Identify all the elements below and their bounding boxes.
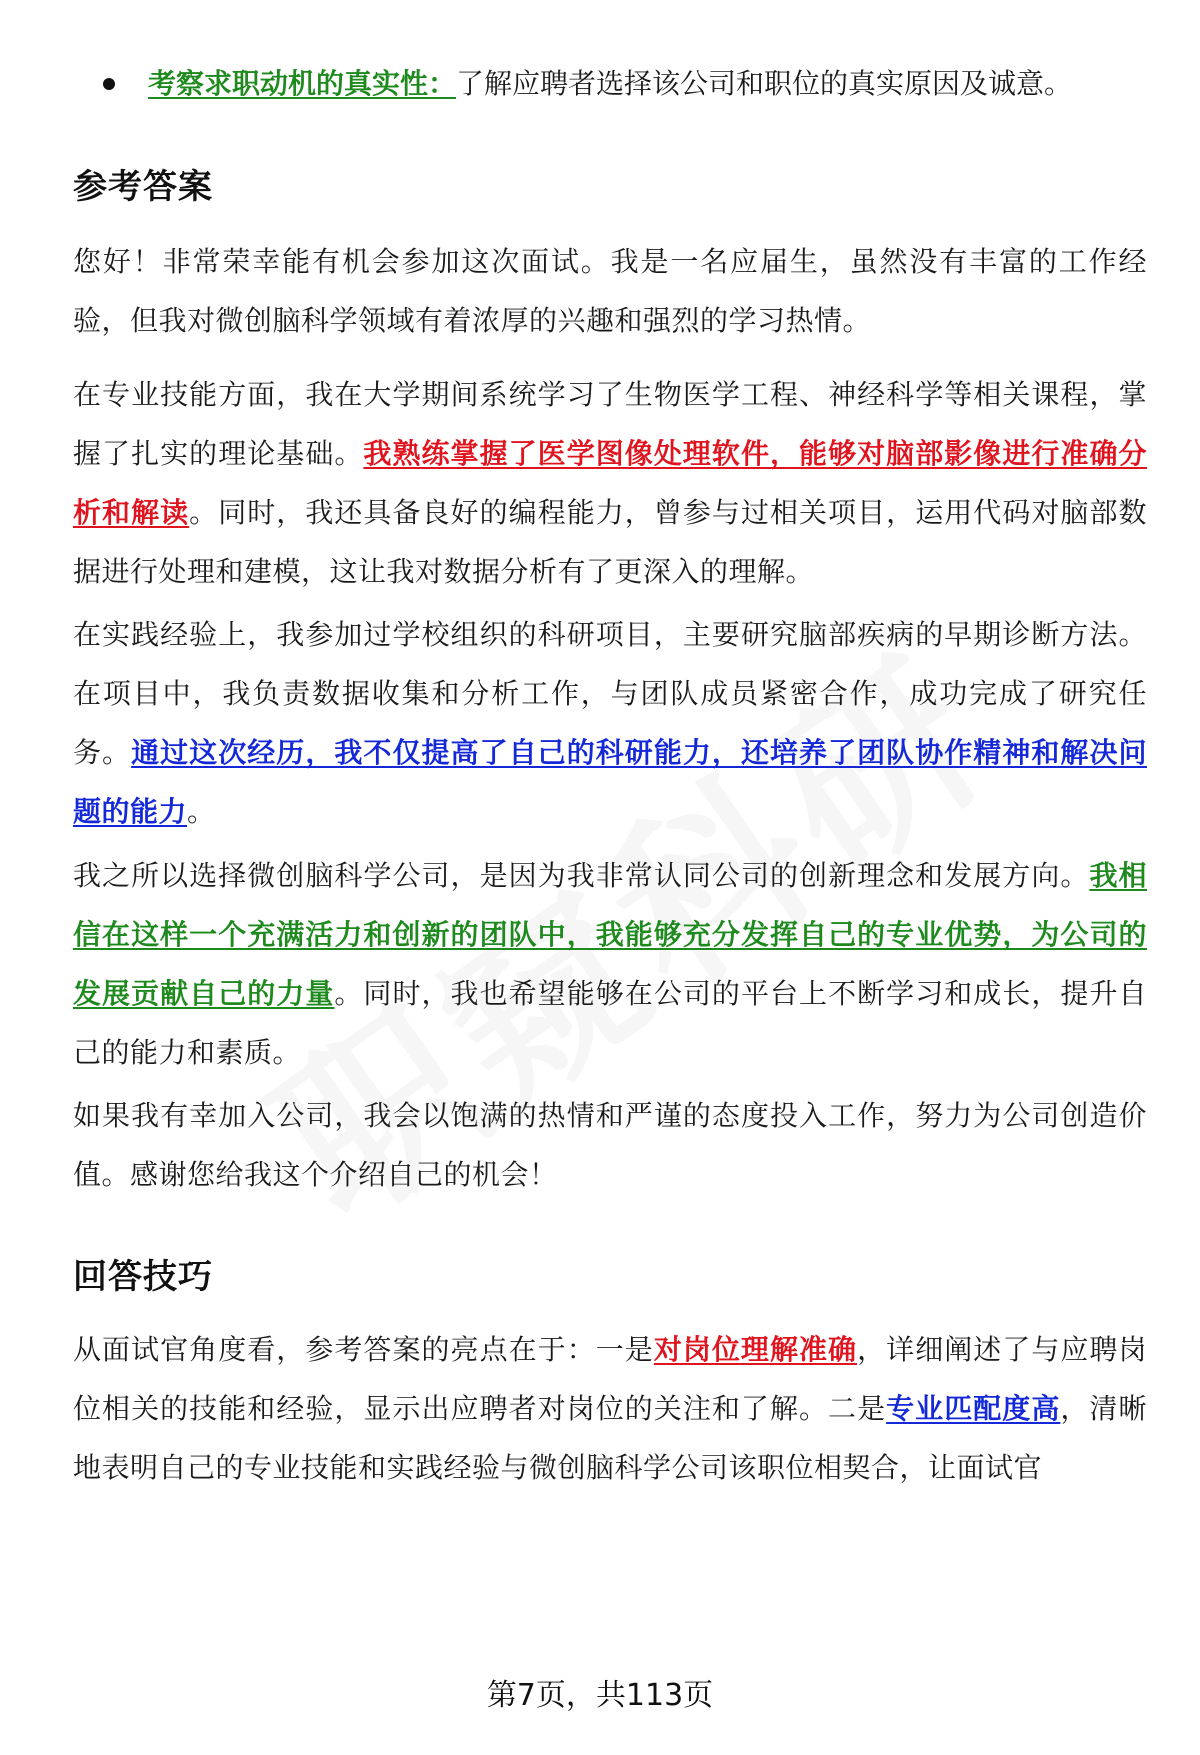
answer-paragraph-5: [73, 1086, 1147, 1204]
section-title-answer-tips: 回答技巧: [73, 1257, 213, 1297]
answer-paragraph-4: [73, 846, 1147, 1082]
highlight-blue: 专业匹配度高: [886, 1392, 1061, 1425]
answer-paragraph-3: [73, 605, 1147, 841]
paragraph-text: 。: [187, 795, 216, 828]
highlight-blue: 通过这次经历，我不仅提高了自己的科研能力，还培养了团队协作精神和解决问题的能力: [73, 736, 1147, 828]
paragraph-text: 在实践经验上，我参加过学校组织的科研项目，主要研究脑部疾病的早期诊断方法。在项目中，我负责数据收集和分析工作，与团队成员紧密合作，成功完成了研究任务。: [73, 618, 1147, 769]
paragraph-text: 。同时，我还具备良好的编程能力，曾参与过相关项目，运用代码对脑部数据进行处理和建模，这让我对数据分析有了更深入的理解。: [73, 496, 1147, 588]
paragraph-text: 从面试官角度看，参考答案的亮点在于：一是: [73, 1333, 654, 1366]
tips-paragraph-1: [73, 1320, 1147, 1497]
paragraph-text: 我之所以选择微创脑科学公司，是因为我非常认同公司的创新理念和发展方向。: [73, 859, 1090, 892]
answer-paragraph-2: [73, 365, 1147, 601]
answer-paragraph-1: [73, 232, 1147, 350]
bullet-dot-icon: [103, 78, 115, 90]
bullet-highlight: 考察求职动机的真实性：: [148, 67, 457, 100]
paragraph-text: ，清晰地表明自己的专业技能和实践经验与微创脑科学公司该职位相契合，让面试官: [73, 1392, 1147, 1484]
paragraph-text: 。同时，我也希望能够在公司的平台上不断学习和成长，提升自己的能力和素质。: [73, 977, 1147, 1069]
paragraph-text: 如果我有幸加入公司，我会以饱满的热情和严谨的态度投入工作，努力为公司创造价值。感谢您给我这个介绍自己的机会！: [73, 1099, 1147, 1191]
page-footer: 第7页，共113页: [486, 1678, 714, 1713]
paragraph-text: ，详细阐述了与应聘岗位相关的技能和经验，显示出应聘者对岗位的关注和了解。二是: [73, 1333, 1147, 1425]
bullet-text: [148, 62, 1072, 106]
paragraph-text: 在专业技能方面，我在大学期间系统学习了生物医学工程、神经科学等相关课程，掌握了扎实的理论基础。: [73, 378, 1147, 470]
bullet-body: 了解应聘者选择该公司和职位的真实原因及诚意。: [456, 67, 1073, 100]
highlight-red: 对岗位理解准确: [653, 1333, 858, 1366]
highlight-green: 我相信在这样一个充满活力和创新的团队中，我能够充分发挥自己的专业优势，为公司的发展贡献自己的力量: [73, 859, 1147, 1010]
paragraph-text: 您好！非常荣幸能有机会参加这次面试。我是一名应届生，虽然没有丰富的工作经验，但我对微创脑科学领域有着浓厚的兴趣和强烈的学习热情。: [73, 245, 1147, 337]
highlight-red: 我熟练掌握了医学图像处理软件，能够对脑部影像进行准确分析和解读: [73, 437, 1147, 529]
section-title-reference-answer: 参考答案: [73, 167, 213, 207]
